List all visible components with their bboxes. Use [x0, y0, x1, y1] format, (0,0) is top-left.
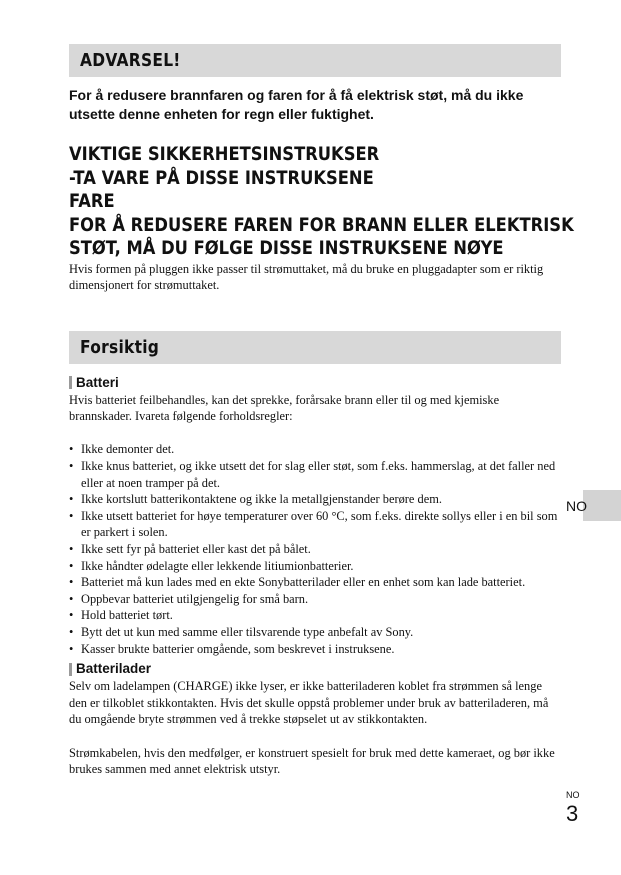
list-item-text: Ikke knus batteriet, og ikke utsett det for slag eller støt, som f.eks. hammerslag, at det faller ned eller at noen tramper på det.: [81, 459, 556, 490]
battery-heading: [69, 374, 561, 392]
warning-banner: [69, 44, 561, 77]
spacer: [69, 425, 561, 442]
plug-adapter-text: Hvis formen på pluggen ikke passer til strømuttaket, må du bruke en pluggadapter som er riktig dimensjonert for strømuttaket.: [69, 261, 544, 293]
bullet: •: [69, 608, 74, 623]
language-side-label: NO: [566, 498, 587, 514]
list-item-text: Ikke kortslutt batterikontaktene og ikke la metallgjenstander berøre dem.: [81, 492, 442, 507]
list-item: [69, 458, 561, 491]
list-item: [69, 607, 561, 624]
bullet: •: [69, 459, 74, 474]
list-item-text: Ikke sett fyr på batteriet eller kast det på bålet.: [81, 542, 311, 557]
list-item: [69, 641, 561, 658]
bullet: •: [69, 508, 74, 523]
list-item: [69, 541, 561, 558]
list-item: [69, 491, 561, 508]
battery-precautions-list: [69, 441, 561, 657]
list-item-text: Ikke håndter ødelagte eller lekkende litiumionbatterier.: [81, 558, 354, 573]
safety-headings: [69, 143, 574, 261]
bullet: •: [69, 641, 74, 656]
bullet: •: [69, 492, 74, 507]
list-item-text: Hold batteriet tørt.: [81, 608, 173, 623]
safety-heading-line: STØT, MÅ DU FØLGE DISSE INSTRUKSENE NØYE: [69, 237, 504, 259]
warning-banner-title: ADVARSEL!: [80, 50, 181, 71]
safety-heading-line: VIKTIGE SIKKERHETSINSTRUKSER: [69, 143, 380, 165]
heading-marker: [69, 663, 72, 676]
bullet: •: [69, 591, 74, 606]
language-side-tab: [583, 490, 621, 521]
warning-text: For å redusere brannfaren og faren for å få elektrisk støt, må du ikke utsette denne enheten for regn eller fuktighet.: [69, 87, 524, 122]
list-item-text: Bytt det ut kun med samme eller tilsvarende type anbefalt av Sony.: [81, 625, 414, 639]
list-item: [69, 441, 561, 458]
safety-heading-line: FOR Å REDUSERE FAREN FOR BRANN ELLER ELEKTRISK: [69, 213, 574, 236]
page-content: [69, 44, 574, 778]
heading-marker: [69, 376, 72, 389]
safety-heading-line: -TA VARE PÅ DISSE INSTRUKSENE: [69, 166, 374, 189]
charger-paragraph-2: Strømkabelen, hvis den medfølger, er konstruert spesielt for bruk med dette kameraet, og bør ikke brukes sammen med annet elektrisk utstyr.: [69, 745, 555, 777]
list-item: [69, 508, 561, 541]
battery-heading-label: Batteri: [76, 374, 119, 390]
battery-intro: Hvis batteriet feilbehandles, kan det sprekke, forårsake brann eller til og med kjemiske brannskader. Ivareta følgende forholdsregler:: [69, 392, 500, 424]
footer-language: NO: [566, 790, 580, 800]
bullet: •: [69, 575, 74, 590]
list-item: [69, 591, 561, 608]
bullet: •: [69, 558, 74, 573]
bullet: •: [69, 542, 74, 557]
charger-heading: [69, 660, 561, 678]
charger-paragraph-1: Selv om ladelampen (CHARGE) ikke lyser, er ikke batteriladeren koblet fra strømmen så lenge den er tilkoblet stikkontakten. Hvis det skulle oppstå problemer under bruk av batteriladeren, må du omgående bryte strømmen ved å trekke støpselet ut av stikkontakten.: [69, 679, 549, 727]
bullet: •: [69, 442, 74, 457]
page-number: 3: [566, 801, 579, 826]
list-item-text: Ikke demonter det.: [81, 442, 175, 457]
caution-banner: [69, 331, 561, 364]
list-item-text: Kasser brukte batterier omgående, som beskrevet i instruksene.: [81, 641, 395, 656]
bullet: •: [69, 625, 74, 639]
list-item: [69, 558, 561, 575]
list-item-text: Ikke utsett batteriet for høye temperaturer over 60 °C, som f.eks. direkte sollys eller i en bil som er parkert i solen.: [81, 508, 558, 540]
charger-heading-label: Batterilader: [76, 661, 152, 677]
safety-heading-line: FARE: [69, 190, 115, 212]
spacer: [69, 728, 561, 745]
list-item: [69, 574, 561, 591]
caution-banner-title: Forsiktig: [80, 336, 160, 358]
list-item: [69, 624, 561, 641]
list-item-text: Oppbevar batteriet utilgjengelig for små barn.: [81, 591, 309, 606]
list-item-text: Batteriet må kun lades med en ekte Sonybatterilader eller en enhet som kan lade batteriet.: [81, 575, 526, 590]
